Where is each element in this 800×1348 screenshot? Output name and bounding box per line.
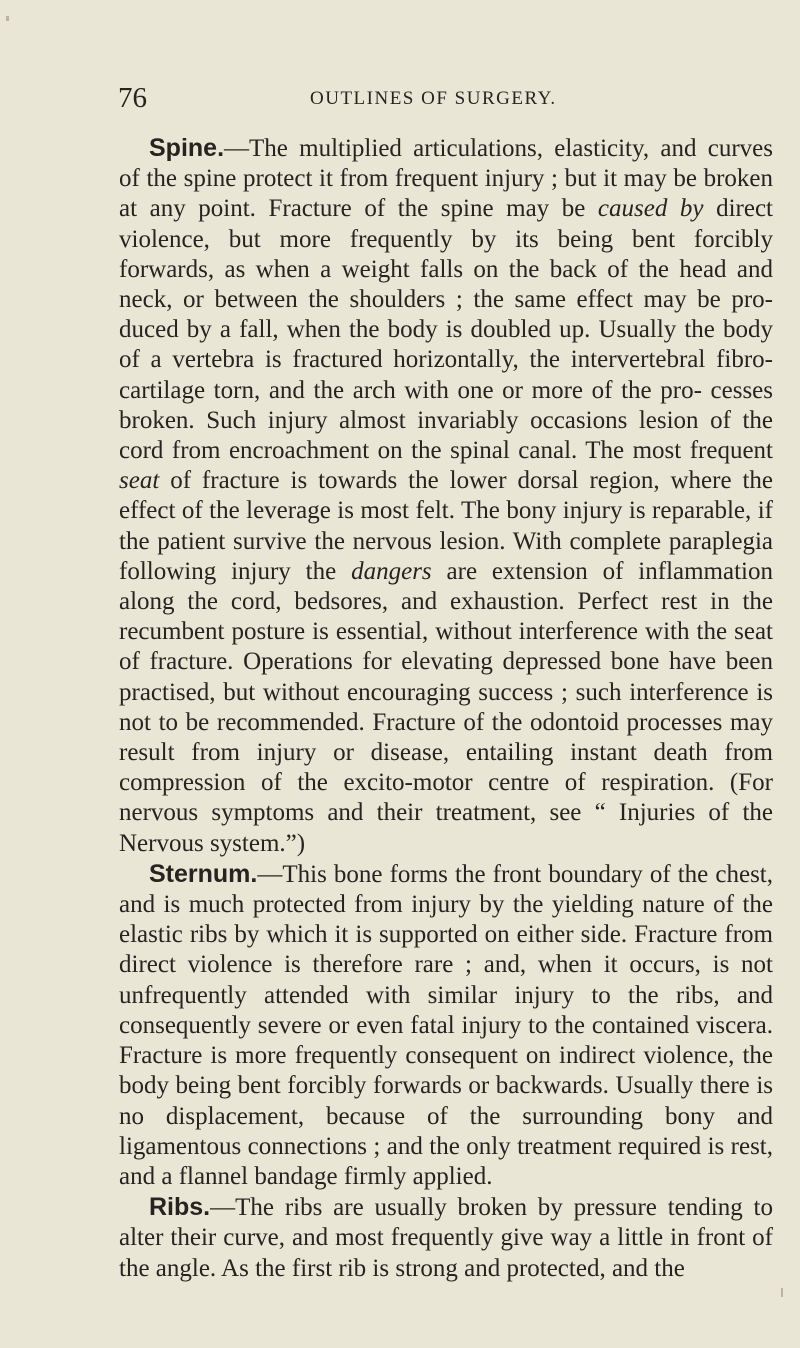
page-header: [118, 80, 778, 116]
scan-speck: [781, 1288, 783, 1297]
body-text: [119, 133, 773, 1284]
italic-term: caused by: [597, 195, 704, 223]
paragraph-spine: [119, 133, 773, 859]
text-run: of fracture is towards the lower dorsal region, where the effect of the leverage is most felt. The bony injury is reparable, if the patient survive the nervous lesion. With complete paraplegia following injury the: [119, 467, 773, 585]
paragraph-sternum: [119, 859, 773, 1192]
italic-term: dangers: [351, 557, 432, 585]
text-run: —The multiplied articulations, elasticity, and curves of the spine protect it from frequent injury ; but it may be broken at any point. Fracture of the spine may be: [119, 135, 773, 223]
section-title: Spine.: [149, 134, 225, 162]
text-run: are extension of inflammation along the cord, bedsores, and exhaustion. Perfect rest in the recumbent posture is essential, without interference with the seat of fracture. Operations for elevating depressed bone have been practised, but without encouraging success ; such interference is not to be recommended. Fracture of the odontoid processes may result from injury or disease, entailing instant death from compression of the excito-motor centre of respiration. (For nervous symptoms and their treatment, see “ Injuries of the Nervous system.”): [119, 557, 773, 857]
running-head: OUTLINES OF SURGERY.: [310, 88, 557, 109]
italic-term: seat: [119, 467, 160, 495]
page-number: 76: [118, 82, 147, 114]
text-run: direct violence, but more frequently by its being bent forcibly forwards, as when a weight falls on the back of the head and neck, or between the shoulders ; the same effect may be pro- duced by a fall, when the body is doubled up. Usually the body of a vertebra is fractured horizontally, the intervertebral fibro-cartilage torn, and the arch with one or more of the pro- cesses broken. Such injury almost invariably occasions lesion of the cord from encroachment on the spinal canal. The most frequent: [119, 195, 773, 465]
text-run: —The ribs are usually broken by pressure tending to alter their curve, and most frequently give way a little in front of the angle. As the first rib is strong and protected, and the: [119, 1194, 773, 1282]
text-run: —This bone forms the front boundary of the chest, and is much protected from injury by the yielding nature of the elastic ribs by which it is supported on either side. Fracture from direct violence is therefore rare ; and, when it occurs, is not unfrequently attended with similar injury to the ribs, and consequently severe or even fatal injury to the contained viscera. Fracture is more frequently consequent on indirect violence, the body being bent forcibly forwards or backwards. Usually there is no displacement, because of the surrounding bony and ligamentous connections ; and the only treatment required is rest, and a flannel bandage firmly applied.: [119, 860, 773, 1190]
section-title: Sternum.: [149, 859, 258, 888]
section-title: Ribs.: [149, 1193, 211, 1222]
paragraph-ribs: [119, 1192, 773, 1284]
scan-speck: [6, 16, 9, 21]
